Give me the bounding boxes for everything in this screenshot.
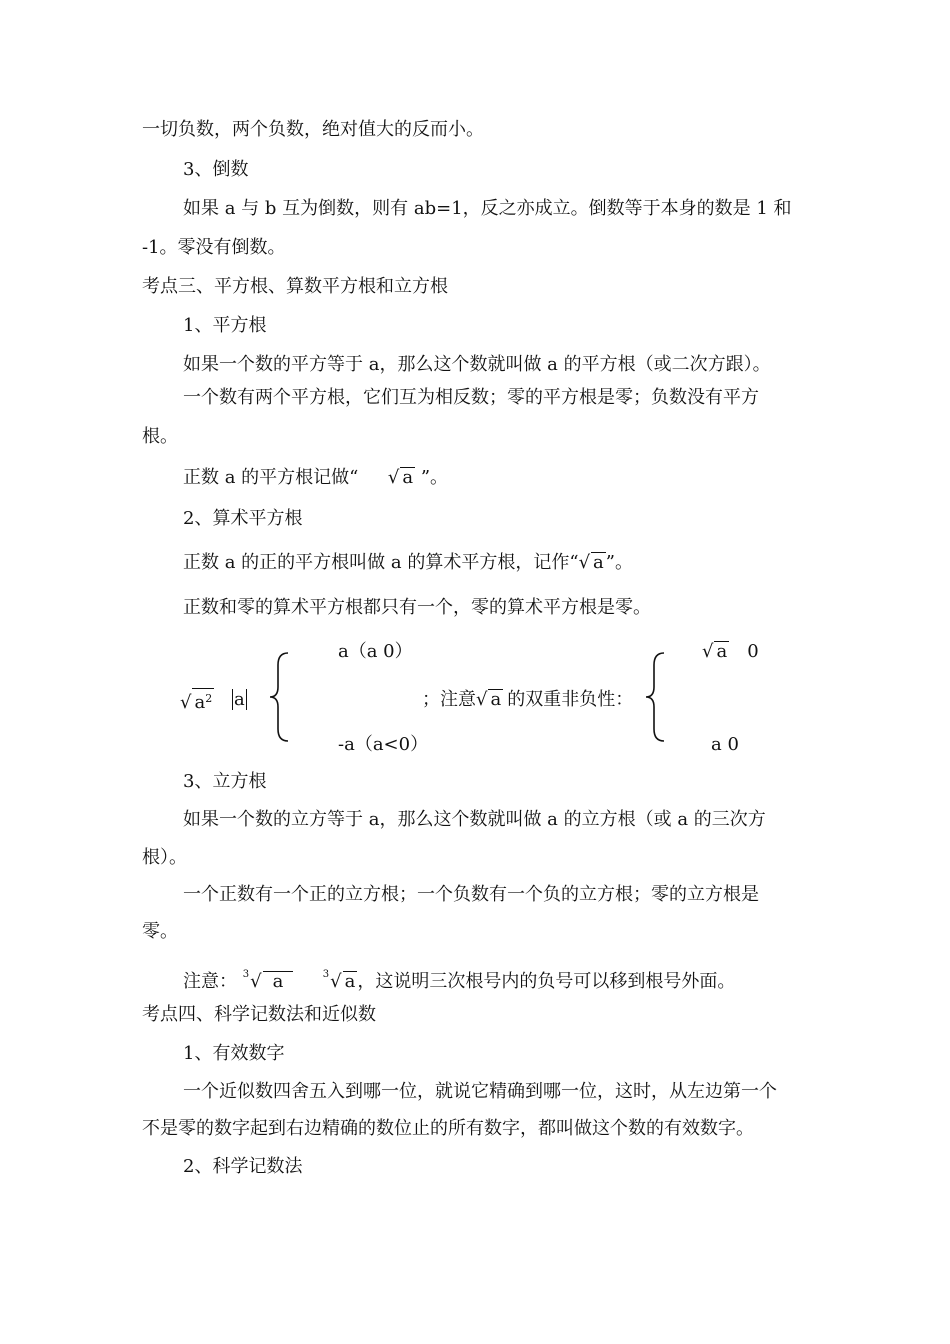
text-line: 如果一个数的平方等于 a，那么这个数就叫做 a 的平方根（或二次方跟）。 bbox=[183, 354, 771, 375]
radicand: a bbox=[402, 467, 414, 488]
right-case-top bbox=[702, 640, 759, 664]
text-line bbox=[183, 963, 735, 994]
sqrt-symbol: √ bbox=[702, 641, 714, 662]
text-fragment: 正数 a 的正的平方根叫做 a 的算术平方根，记作“ bbox=[183, 552, 579, 573]
text-line: 根）。 bbox=[142, 847, 187, 868]
sqrt-symbol: √ bbox=[330, 971, 342, 992]
zero-value: 0 bbox=[747, 641, 759, 662]
text-line: 如果 a 与 b 互为倒数，则有 ab=1，反之亦成立。倒数等于本身的数是 1 和 bbox=[183, 198, 792, 219]
right-case-bottom: a 0 bbox=[711, 734, 739, 755]
chapter-heading: 考点三、平方根、算数平方根和立方根 bbox=[142, 276, 448, 297]
section-heading: 3、倒数 bbox=[183, 159, 249, 180]
text-line: 正数和零的算术平方根都只有一个，零的算术平方根是零。 bbox=[183, 597, 651, 618]
note-text bbox=[422, 688, 633, 712]
radicand: a bbox=[344, 971, 356, 992]
section-heading: 1、平方根 bbox=[183, 315, 267, 336]
note-label: ；注意 bbox=[422, 689, 476, 710]
left-brace bbox=[268, 651, 290, 743]
radicand: a bbox=[716, 641, 728, 662]
sqrt-symbol: √ bbox=[578, 552, 591, 573]
section-heading: 3、立方根 bbox=[183, 771, 267, 792]
case-top: a（a 0） bbox=[338, 641, 413, 662]
cube-index: 3 bbox=[242, 969, 250, 980]
sqrt-symbol: √ bbox=[250, 971, 262, 992]
text-fragment: 正数 a 的平方根记做“ bbox=[183, 467, 359, 488]
sqrt-symbol: √ bbox=[180, 692, 192, 713]
radicand bbox=[192, 688, 214, 713]
left-brace bbox=[644, 651, 666, 743]
text-line bbox=[183, 466, 448, 490]
sqrt-symbol: √ bbox=[387, 467, 400, 488]
radicand: a bbox=[490, 689, 502, 710]
text-line: 一个正数有一个正的立方根；一个负数有一个负的立方根；零的立方根是 bbox=[183, 884, 759, 905]
radicand: a bbox=[263, 971, 294, 992]
section-heading: 2、科学记数法 bbox=[183, 1156, 303, 1177]
abs-content: a bbox=[234, 689, 245, 710]
text-line: 一个近似数四舍五入到哪一位，就说它精确到哪一位，这时，从左边第一个 bbox=[183, 1081, 777, 1102]
section-heading: 1、有效数字 bbox=[183, 1043, 285, 1064]
note-label: 的双重非负性： bbox=[507, 689, 634, 710]
text-line: 一个数有两个平方根，它们互为相反数；零的平方根是零；负数没有平方 bbox=[183, 387, 759, 408]
case-bottom: -a（a<0） bbox=[338, 734, 429, 755]
cube-index: 3 bbox=[322, 969, 330, 980]
text-line: 根。 bbox=[142, 426, 178, 447]
text-line: 不是零的数字起到右边精确的数位止的所有数字，都叫做这个数的有效数字。 bbox=[142, 1118, 754, 1139]
absolute-value bbox=[232, 688, 247, 712]
text-line bbox=[183, 551, 633, 575]
text-line: -1。零没有倒数。 bbox=[142, 237, 286, 258]
radicand: a bbox=[593, 552, 604, 573]
sqrt-a-squared bbox=[180, 688, 214, 715]
text-fragment: ，这说明三次根号内的负号可以移到根号外面。 bbox=[357, 971, 736, 992]
text-line: 一切负数，两个负数，绝对值大的反而小。 bbox=[142, 119, 484, 140]
sqrt-symbol: √ bbox=[476, 689, 488, 710]
section-heading: 2、算术平方根 bbox=[183, 508, 303, 529]
base: a bbox=[194, 692, 206, 713]
text-line: 零。 bbox=[142, 921, 178, 942]
text-fragment: ”。 bbox=[420, 467, 449, 488]
exponent: 2 bbox=[205, 692, 213, 705]
text-fragment: 注意： bbox=[183, 971, 237, 992]
text-fragment: ”。 bbox=[605, 552, 633, 573]
chapter-heading: 考点四、科学记数法和近似数 bbox=[142, 1004, 376, 1025]
text-line: 如果一个数的立方等于 a，那么这个数就叫做 a 的立方根（或 a 的三次方 bbox=[183, 809, 766, 830]
